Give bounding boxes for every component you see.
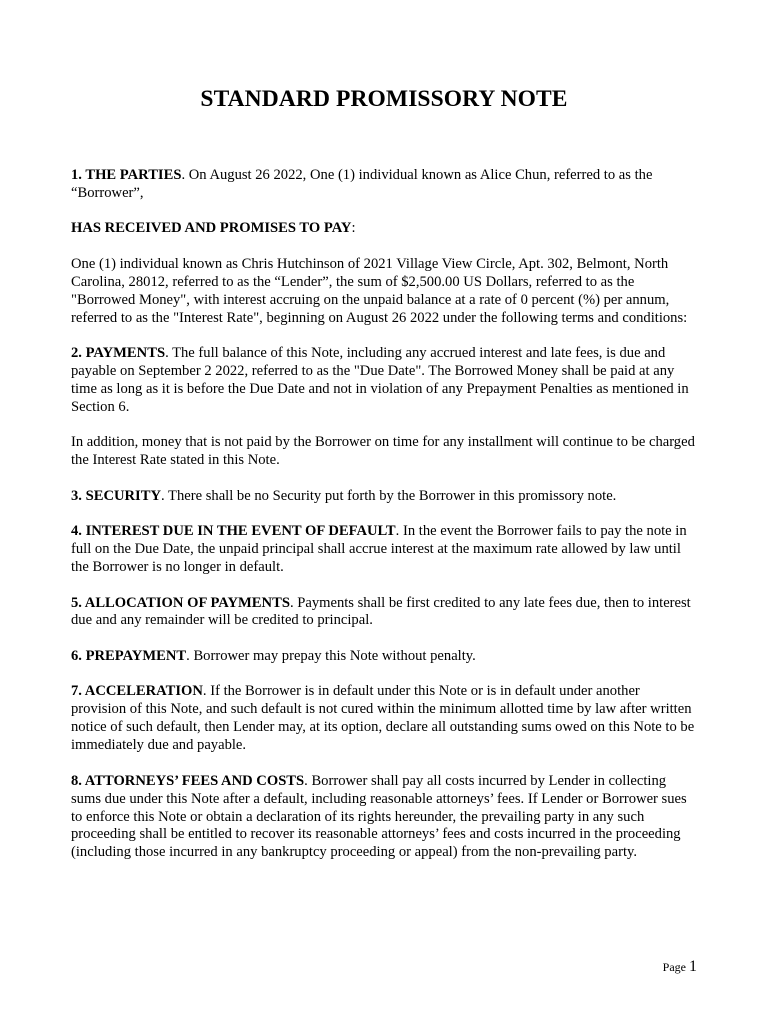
page-label: Page [662,960,686,974]
section-text: In addition, money that is not paid by the Borrower on time for any installment will continue to be charged the Interest Rate stated in this Note. [71,434,695,469]
section-label: 8. ATTORNEYS’ FEES AND COSTS [71,772,305,789]
section-text: : [351,220,356,237]
section-label: HAS RECEIVED AND PROMISES TO PAY [71,220,352,237]
section-label: 7. ACCELERATION [71,683,203,700]
document-title: STANDARD PROMISSORY NOTE [200,86,568,112]
section-prepayment [71,648,697,666]
section-label: 6. PREPAYMENT [71,647,187,664]
section-text: . Payments shall be first credited to any late fees due, then to interest due and any remainder will be credited to principal. [71,594,691,629]
section-label: 3. SECURITY [71,487,162,504]
section-parties [71,167,697,203]
section-text: . Borrower shall pay all costs incurred by Lender in collecting sums due under this Note after a default, including reasonable attorneys’ fees. If Lender or Borrower sues to enforce this Note or obtain a declaration of its rights hereunder, the prevailing party in any such proceeding shall be entitled to recover its reasonable attorneys’ fees and costs incurred in the proceeding (including those incurred in any bankruptcy proceeding or appeal) from the non-prevailing party. [71,772,687,861]
section-text: . Borrower may prepay this Note without penalty. [186,647,476,664]
page-footer [663,957,697,977]
section-label: 1. THE PARTIES [71,167,182,183]
section-text: . On August 26 2022, One (1) individual known as Alice Chun, referred to as the “Borrower”, [71,167,653,201]
section-label: 4. INTEREST DUE IN THE EVENT OF DEFAULT [71,523,396,540]
section-attorneys [71,773,697,863]
section-text: . There shall be no Security put forth by the Borrower in this promissory note. [161,487,617,504]
section-text: . In the event the Borrower fails to pay the note in full on the Due Date, the unpaid principal shall accrue interest at the maximum rate allowed by law until the Borrower is no longer in default. [71,523,687,576]
section-allocation [71,595,697,631]
page-number: 1 [689,958,697,975]
section-payments [71,345,697,417]
section-security [71,488,697,506]
section-interest-default [71,523,697,577]
document-body [71,167,697,880]
section-lender [71,256,697,328]
section-label: 2. PAYMENTS [71,345,166,362]
section-label: 5. ALLOCATION OF PAYMENTS [71,594,290,611]
section-received [71,220,697,238]
section-text: One (1) individual known as Chris Hutchinson of 2021 Village View Circle, Apt. 302, Belmont, North Carolina, 28012, referred to as the “Lender”, the sum of $2,500.00 US Dollars, referred to as the "Borrowed Money", with interest accruing on the unpaid balance at a rate of 0 percent (%) per annum, referred to as the "Interest Rate", beginning on August 26 2022 under the following terms and conditions: [71,255,688,326]
section-text: . The full balance of this Note, including any accrued interest and late fees, is due and payable on September 2 2022, referred to as the "Due Date". The Borrowed Money shall be paid at any time as long as it is before the Due Date and not in violation of any Prepayment Penalties as mentioned in Section 6. [71,345,689,415]
section-addition [71,434,697,470]
section-text: . If the Borrower is in default under this Note or is in default under another provision of this Note, and such default is not cured within the minimum allotted time by law after written notice of such default, then Lender may, at its option, declare all outstanding sums owed on this Note to be immediately due and payable. [71,683,695,754]
section-acceleration [71,683,697,755]
